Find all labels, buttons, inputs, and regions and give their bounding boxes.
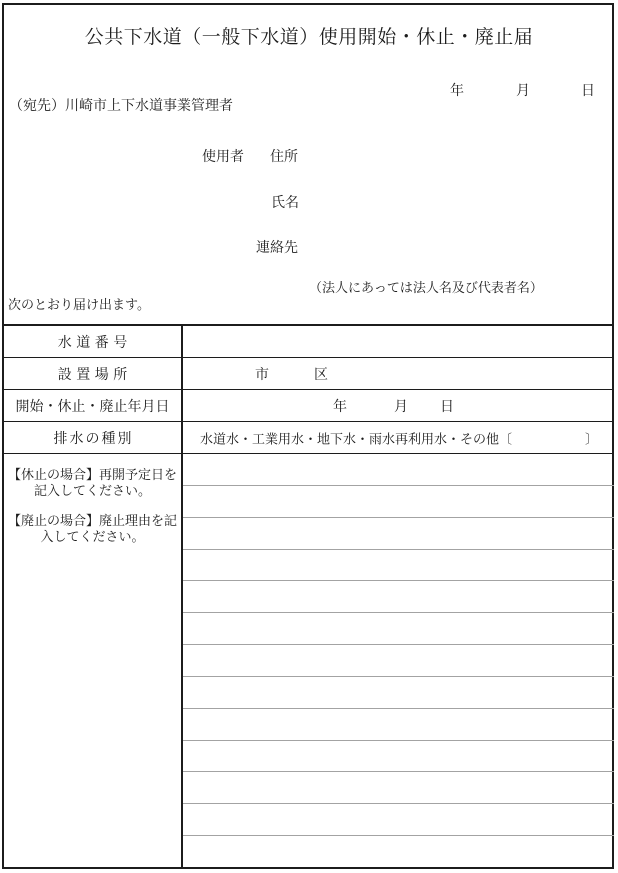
- row-date-year-label: 年: [333, 399, 347, 415]
- date-day-label: 日: [581, 84, 595, 99]
- writing-line: [183, 486, 614, 518]
- row-water-number: [4, 326, 614, 358]
- city-label: 市: [255, 367, 269, 383]
- name-label: 氏名: [271, 196, 299, 211]
- drainage-label: 排水の種別: [4, 422, 183, 453]
- writing-line: [183, 645, 614, 677]
- start-stop-date-label: 開始・休止・廃止年月日: [4, 390, 183, 421]
- writing-line: [183, 581, 614, 613]
- writing-line: [183, 836, 614, 867]
- writing-line: [183, 741, 614, 773]
- writing-line: [183, 709, 614, 741]
- addressee: （宛先）川崎市上下水道事業管理者: [9, 99, 233, 114]
- abolition-note: [4, 513, 181, 545]
- writing-line: [183, 518, 614, 550]
- writing-line: [183, 772, 614, 804]
- declaration-text: 次のとおり届け出ます。: [8, 297, 150, 312]
- abolition-note-line2: 入してください。: [40, 529, 145, 544]
- location-value: [183, 358, 614, 389]
- row-date-month-label: 月: [394, 399, 408, 415]
- abolition-note-line1: 【廃止の場合】廃止理由を記: [7, 513, 177, 528]
- notes-label-cell: [4, 454, 183, 867]
- contact-label: 連絡先: [256, 241, 298, 256]
- writing-line: [183, 550, 614, 582]
- drainage-close-bracket: 〕: [585, 431, 599, 446]
- row-date-day-label: 日: [440, 399, 454, 415]
- form-title: 公共下水道（一般下水道）使用開始・休止・廃止届: [84, 27, 534, 48]
- corporate-note: （法人にあっては法人名及び代表者名）: [309, 280, 543, 295]
- ward-label: 区: [314, 367, 328, 383]
- writing-line: [183, 804, 614, 836]
- row-notes: [4, 454, 614, 867]
- location-label: 設置場所: [4, 358, 183, 389]
- writing-line: [183, 454, 614, 486]
- start-stop-date-value: [183, 390, 614, 421]
- writing-line: [183, 677, 614, 709]
- suspension-note-line1: 【休止の場合】再開予定日を: [7, 467, 177, 482]
- row-drainage: [4, 422, 614, 454]
- drainage-options: 水道水・工業用水・地下水・雨水再利用水・その他〔: [200, 431, 513, 446]
- form-table: [4, 324, 614, 867]
- writing-line: [183, 613, 614, 645]
- address-label: 住所: [270, 150, 298, 165]
- date-month-label: 月: [516, 84, 530, 99]
- row-location: [4, 358, 614, 390]
- writing-area: [183, 454, 614, 867]
- row-date: [4, 390, 614, 422]
- suspension-note-line2: 記入してください。: [33, 483, 151, 498]
- date-year-label: 年: [450, 84, 464, 99]
- user-label: 使用者: [202, 150, 244, 165]
- suspension-note: [4, 467, 181, 499]
- water-number-value: [183, 326, 614, 357]
- drainage-value: [183, 422, 614, 453]
- water-number-label: 水道番号: [4, 326, 183, 357]
